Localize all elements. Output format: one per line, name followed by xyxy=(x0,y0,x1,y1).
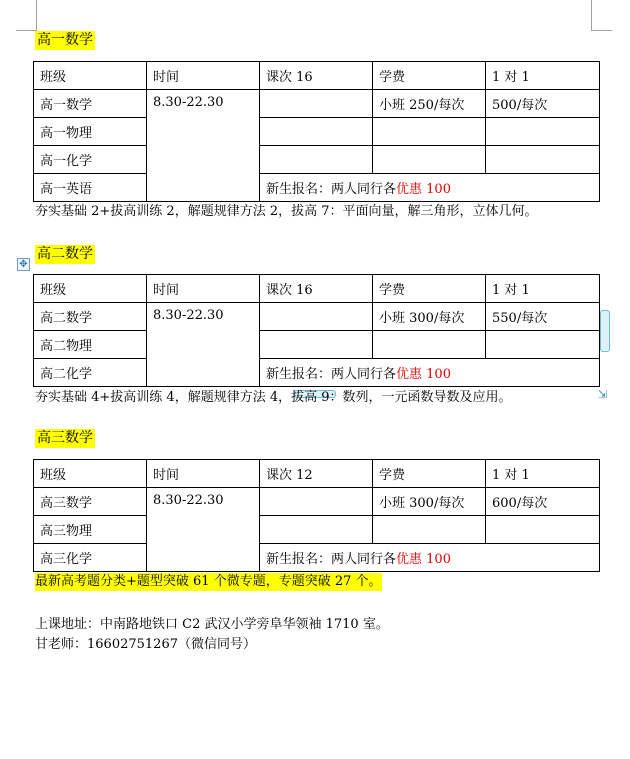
empty-cell xyxy=(260,488,373,516)
empty-cell xyxy=(260,90,373,118)
time-cell: 8.30-22.30 xyxy=(147,90,260,202)
header-lessons: 课次 12 xyxy=(260,460,373,488)
header-one-on-one: 1 对 1 xyxy=(486,62,600,90)
signup-offer xyxy=(260,174,600,202)
discount-text: 优惠 100 xyxy=(396,182,451,197)
table-row xyxy=(34,331,600,359)
header-one-on-one: 1 对 1 xyxy=(486,275,600,303)
empty-cell xyxy=(373,146,486,174)
section-heading-grade10: 高一数学 xyxy=(37,32,93,48)
course-note-grade12: 最新高考题分类+题型突破 61 个微专题，专题突破 27 个。 xyxy=(35,574,382,589)
header-class: 班级 xyxy=(34,62,147,90)
discount-text: 优惠 100 xyxy=(396,367,451,382)
table-move-icon[interactable]: ✥ xyxy=(17,258,30,271)
discount-text: 优惠 100 xyxy=(396,552,451,567)
class-name: 高一物理 xyxy=(34,118,147,146)
course-table-grade11 xyxy=(33,274,600,387)
table-row xyxy=(34,359,600,387)
signup-text: 新生报名：两人同行各 xyxy=(266,367,397,382)
class-name: 高二化学 xyxy=(34,359,147,387)
header-class: 班级 xyxy=(34,275,147,303)
table-row xyxy=(34,544,600,572)
empty-cell xyxy=(260,303,373,331)
empty-cell xyxy=(486,118,600,146)
table-side-resize-handle[interactable] xyxy=(600,310,610,352)
header-time: 时间 xyxy=(147,460,260,488)
signup-text: 新生报名：两人同行各 xyxy=(266,552,397,567)
table-row xyxy=(34,146,600,174)
class-name: 高二数学 xyxy=(34,303,147,331)
header-lessons: 课次 16 xyxy=(260,275,373,303)
table-header-row xyxy=(34,275,600,303)
class-name: 高一数学 xyxy=(34,90,147,118)
empty-cell xyxy=(373,331,486,359)
section-heading-grade12: 高三数学 xyxy=(37,430,93,446)
header-time: 时间 xyxy=(147,275,260,303)
signup-text: 新生报名：两人同行各 xyxy=(266,182,397,197)
page-corner-mark-left xyxy=(16,0,37,31)
empty-cell xyxy=(486,146,600,174)
course-table-grade10 xyxy=(33,61,600,202)
class-name: 高三化学 xyxy=(34,544,147,572)
empty-cell xyxy=(260,516,373,544)
signup-offer xyxy=(260,359,600,387)
class-name: 高一英语 xyxy=(34,174,147,202)
class-name: 高二物理 xyxy=(34,331,147,359)
header-fee: 学费 xyxy=(373,460,486,488)
header-fee: 学费 xyxy=(373,62,486,90)
header-fee: 学费 xyxy=(373,275,486,303)
page-corner-mark-right xyxy=(591,0,612,31)
empty-cell xyxy=(260,331,373,359)
class-name: 高一化学 xyxy=(34,146,147,174)
course-table-grade12 xyxy=(33,459,600,572)
time-cell: 8.30-22.30 xyxy=(147,488,260,572)
empty-cell xyxy=(260,146,373,174)
one-on-one-fee: 600/每次 xyxy=(486,488,600,516)
table-row xyxy=(34,90,600,118)
table-row xyxy=(34,118,600,146)
class-address: 上课地址：中南路地铁口 C2 武汉小学旁阜华领袖 1710 室。 xyxy=(35,617,389,632)
class-name: 高三物理 xyxy=(34,516,147,544)
section-heading-grade11: 高二数学 xyxy=(37,246,93,262)
empty-cell xyxy=(260,118,373,146)
table-row xyxy=(34,516,600,544)
table-row xyxy=(34,303,600,331)
small-class-fee: 小班 300/每次 xyxy=(373,303,486,331)
header-class: 班级 xyxy=(34,460,147,488)
class-name: 高三数学 xyxy=(34,488,147,516)
table-resize-icon[interactable]: ⇲ xyxy=(598,388,608,401)
empty-cell xyxy=(373,118,486,146)
empty-cell xyxy=(486,331,600,359)
course-note-grade10: 夯实基础 2+拔高训练 2，解题规律方法 2，拔高 7：平面向量，解三角形，立体几何。 xyxy=(35,204,538,219)
small-class-fee: 小班 250/每次 xyxy=(373,90,486,118)
table-header-row xyxy=(34,460,600,488)
signup-offer xyxy=(260,544,600,572)
course-note-grade11: 夯实基础 4+拔高训练 4，解题规律方法 4，拔高 9：数列，一元函数导数及应用。 xyxy=(35,390,512,405)
empty-cell xyxy=(486,516,600,544)
one-on-one-fee: 550/每次 xyxy=(486,303,600,331)
header-time: 时间 xyxy=(147,62,260,90)
time-cell: 8.30-22.30 xyxy=(147,303,260,387)
table-header-row xyxy=(34,62,600,90)
one-on-one-fee: 500/每次 xyxy=(486,90,600,118)
small-class-fee: 小班 300/每次 xyxy=(373,488,486,516)
table-row xyxy=(34,174,600,202)
table-row xyxy=(34,488,600,516)
header-one-on-one: 1 对 1 xyxy=(486,460,600,488)
header-lessons: 课次 16 xyxy=(260,62,373,90)
teacher-contact: 甘老师：16602751267（微信同号） xyxy=(35,637,256,652)
empty-cell xyxy=(373,516,486,544)
